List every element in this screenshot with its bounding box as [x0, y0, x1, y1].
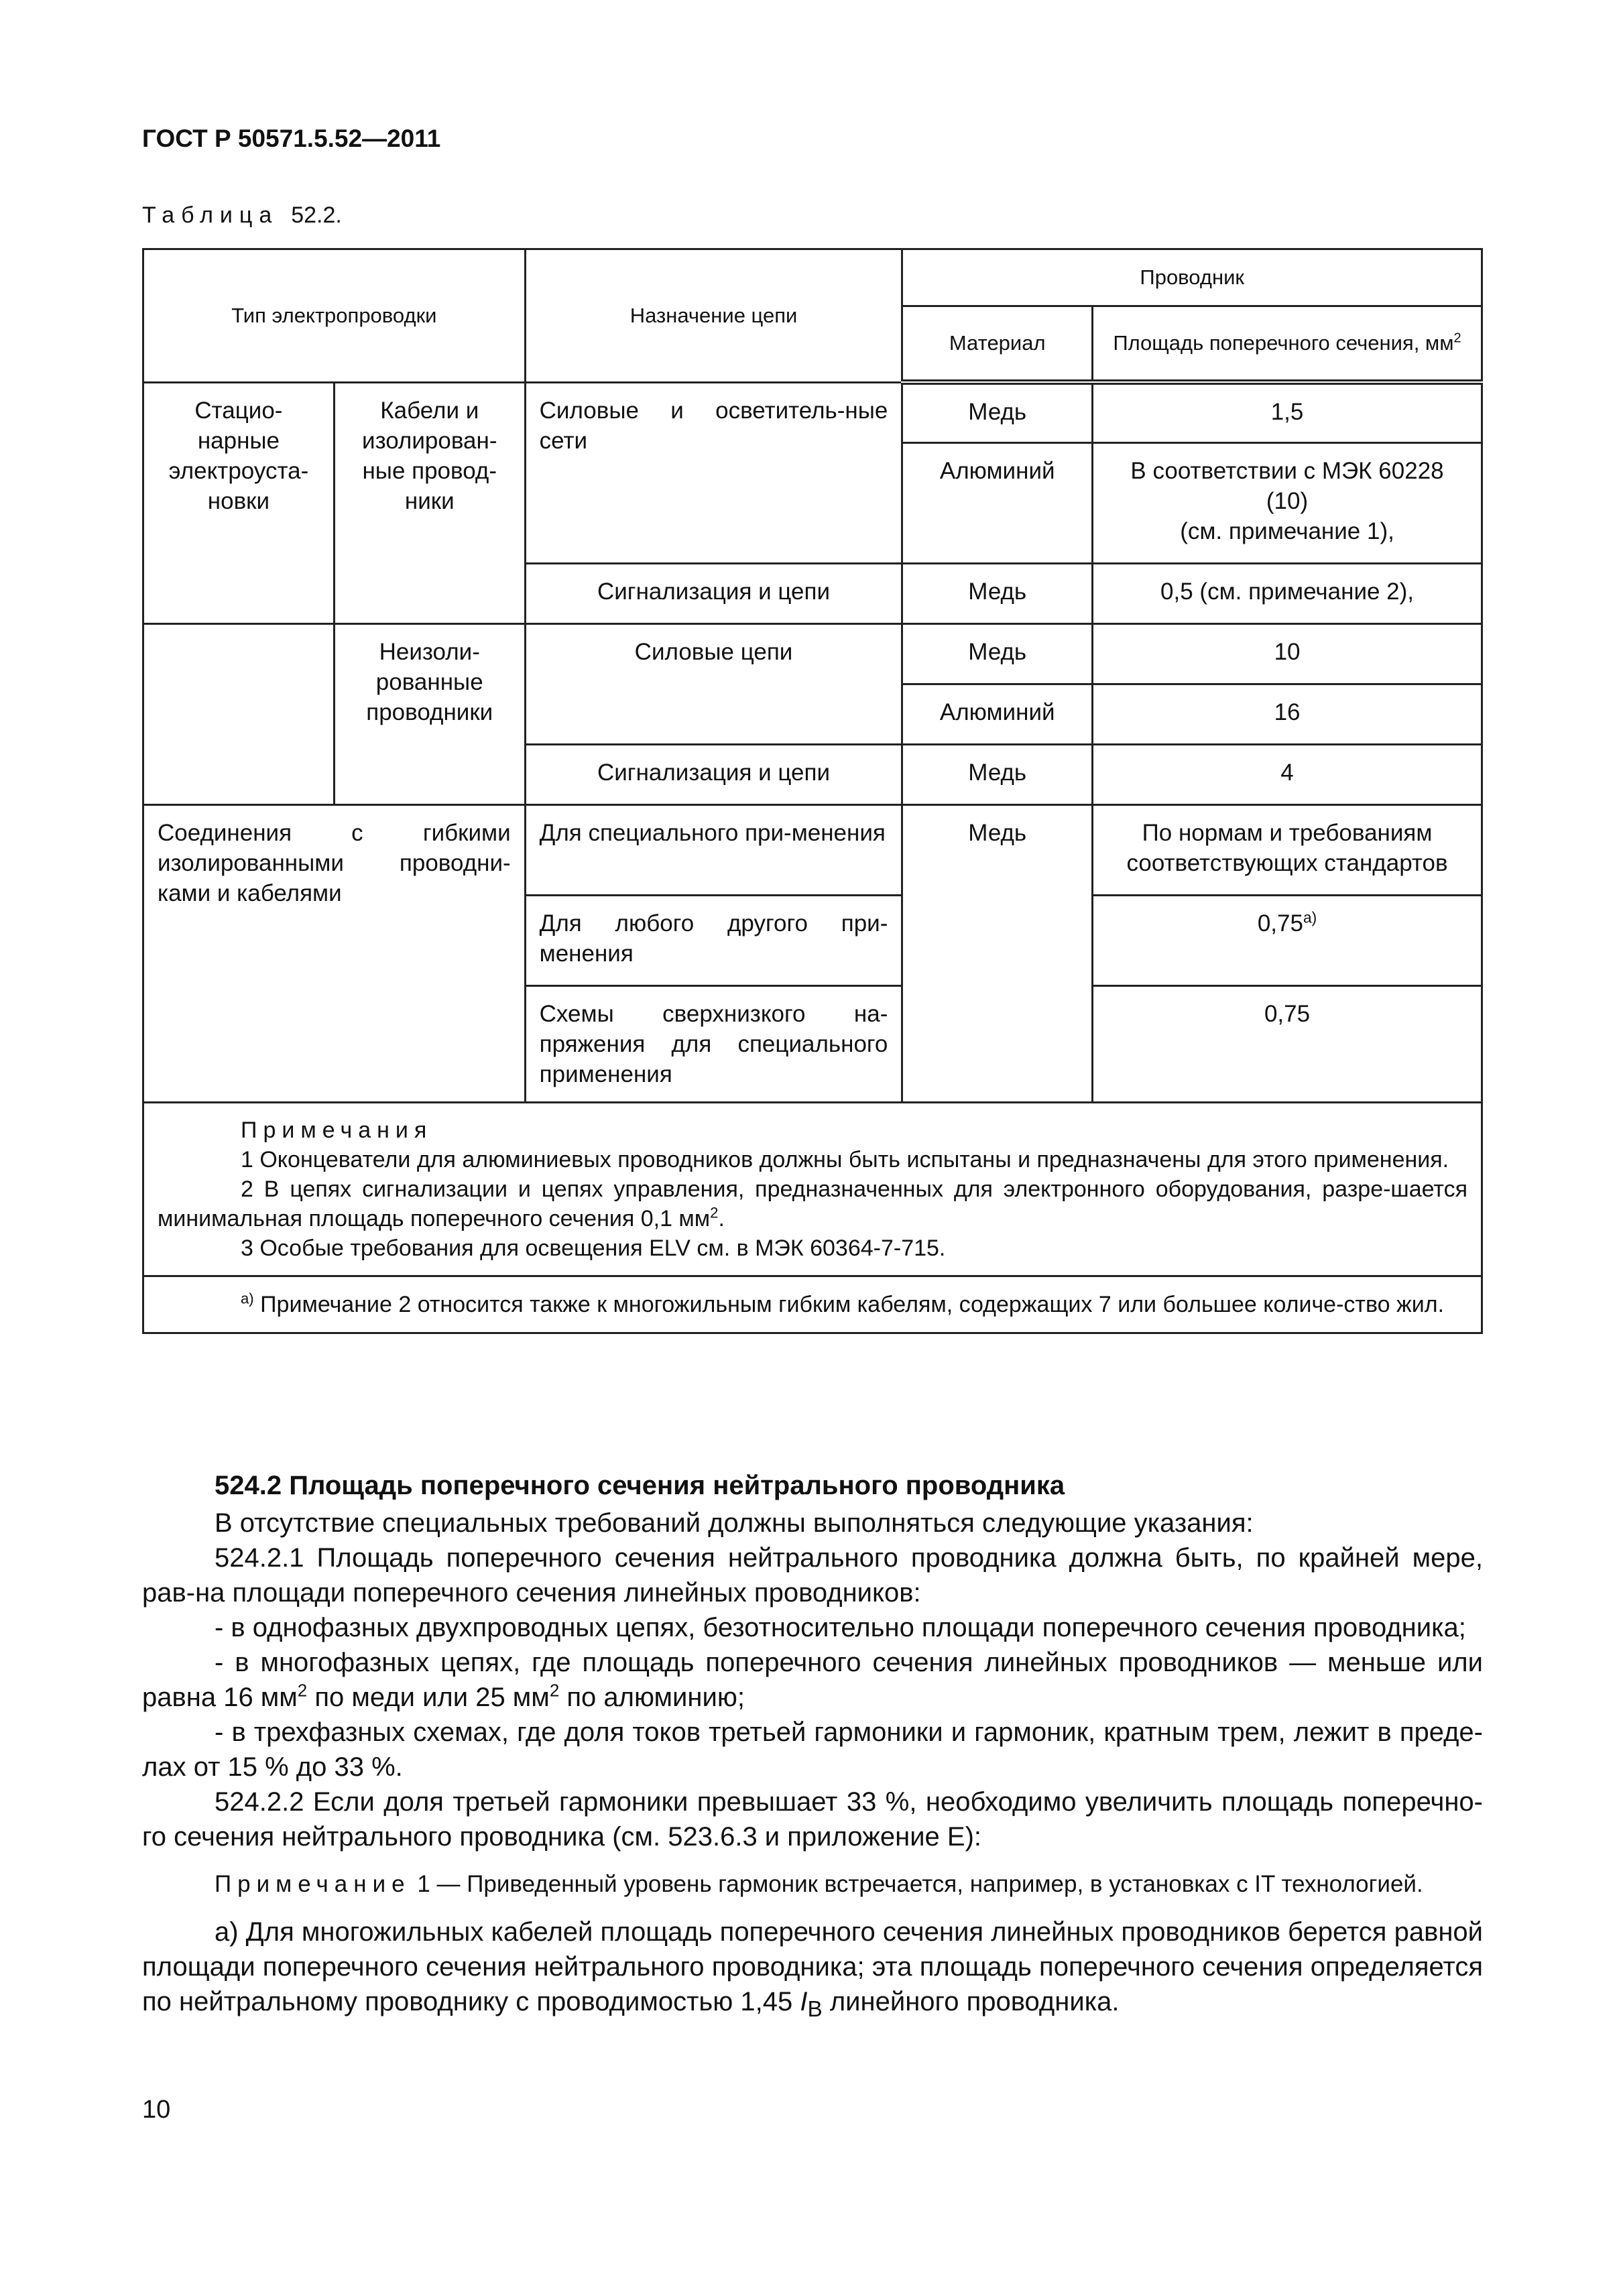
- cell-value: 0,75: [1093, 985, 1482, 1102]
- note-2: 2 В цепях сигнализации и цепях управления, предназначенных для электронного оборудования, разре-шается минимальная площадь поперечного сечения 0,1 $мм^2$.: [158, 1176, 1467, 1231]
- notes-title: Примечания: [241, 1117, 433, 1143]
- cell-value: 10: [1093, 623, 1482, 684]
- note-1: 1 Оконцеватели для алюминиевых проводников должны быть испытаны и предназначены для этого применения.: [241, 1146, 1449, 1172]
- table-notes: [143, 1102, 1482, 1276]
- paragraph: 524.2.2 Если доля третьей гармоники превышает 33 %, необходимо увеличить площадь поперечно-го сечения нейтрального проводника (см. 523.6.3 и приложение Е):: [142, 1787, 1483, 1852]
- cell-value: В соответствии с МЭК 60228 (10) (см. примечание 1),: [1093, 442, 1482, 563]
- cell-copper: Медь: [902, 563, 1093, 623]
- document-header: ГОСТ Р 50571.5.52—2011: [142, 125, 441, 152]
- section-heading: 524.2 Площадь поперечного сечения нейтрального проводника: [215, 1471, 1065, 1500]
- cell-copper: Медь: [902, 804, 1093, 1102]
- cell-signalling: Сигнализация и цепи: [525, 563, 902, 623]
- conductor-cross-section-table: [142, 248, 1483, 1334]
- cell-special-application: Для специального при-менения: [525, 804, 902, 895]
- page-number: 10: [142, 2096, 171, 2124]
- cell-signalling: Сигнализация и цепи: [525, 744, 902, 804]
- cell-value: По нормам и требованиям соответствующих стандартов: [1093, 804, 1482, 895]
- cell-power-circuits: Силовые цепи: [525, 623, 902, 744]
- table-footnote: [143, 1276, 1482, 1333]
- list-item: - в трехфазных схемах, где доля токов третьей гармоники и гармоник, кратным трем, лежит в преде-лах от 15 % до 33 %.: [142, 1717, 1483, 1782]
- header-cross-section: Площадь поперечного сечения, $мм^2$: [1093, 306, 1482, 383]
- cell-aluminium: Алюминий: [902, 684, 1093, 744]
- table-caption-number: 52.2.: [291, 202, 342, 228]
- cell-copper: Медь: [902, 744, 1093, 804]
- note-3: 3 Особые требования для освещения ELV см. в МЭК 60364-7-715.: [241, 1235, 946, 1261]
- cell-power-lighting: Силовые и осветитель-ные сети: [525, 382, 902, 563]
- table-caption-label: Таблица: [142, 202, 279, 228]
- cell-value: 16: [1093, 684, 1482, 744]
- cell-cables-insulated: Кабели и изолирован-ные провод-ники: [334, 382, 525, 623]
- cell-stationary: Стацио-нарные электроуста-новки: [143, 382, 335, 623]
- cell-stationary-cont: [143, 623, 335, 804]
- cell-value: 1,5: [1093, 382, 1482, 442]
- header-circuit-purpose: Назначение цепи: [525, 249, 902, 383]
- paragraph: 524.2.1 Площадь поперечного сечения нейтрального проводника должна быть, по крайней мере, рав-на площади поперечного сечения линейных проводников:: [142, 1543, 1483, 1608]
- paragraph: а) Для многожильных кабелей площадь поперечного сечения линейных проводников берется равной площади поперечного сечения нейтрального проводника; эта площадь поперечного сечения определяется по нейтральному проводнику с проводимостью 1,45 $I_B$ линейного проводника.: [142, 1917, 1483, 2022]
- cell-value: 0,5 (см. примечание 2),: [1093, 563, 1482, 623]
- cell-value: $0,75^{а)}$: [1093, 895, 1482, 985]
- section-note: Примечание 1 — Приведенный уровень гармоник встречается, например, в установках с IT технологией.: [215, 1871, 1423, 1897]
- table-caption: [142, 202, 342, 229]
- footnote-text: Примечание 2 относится также к многожильным гибким кабелям, содержащих 7 или большее количе-ство жил.: [253, 1291, 1445, 1317]
- cell-copper: Медь: [902, 623, 1093, 684]
- cell-copper: Медь: [902, 382, 1093, 442]
- cell-value: 4: [1093, 744, 1482, 804]
- cell-elv-special: Схемы сверхнизкого на-пряжения для специального применения: [525, 985, 902, 1102]
- header-wiring-type: Тип электропроводки: [143, 249, 526, 383]
- section-body: [142, 1468, 1483, 2027]
- cell-aluminium: Алюминий: [902, 442, 1093, 563]
- cell-flexible-connections: Соединения с гибкими изолированными проводни-ками и кабелями: [143, 804, 526, 1102]
- cell-any-other-application: Для любого другого при-менения: [525, 895, 902, 985]
- list-item: - в однофазных двухпроводных цепях, безотносительно площади поперечного сечения проводника;: [215, 1613, 1466, 1642]
- header-conductor: Проводник: [902, 249, 1482, 306]
- paragraph: В отсутствие специальных требований должны выполняться следующие указания:: [215, 1508, 1254, 1538]
- list-item: - в многофазных цепях, где площадь поперечного сечения линейных проводников — меньше или равна 16 $мм^2$ по меди или 25 $мм^2$ по алюминию;: [142, 1648, 1483, 1712]
- header-material: Материал: [902, 306, 1093, 383]
- cell-bare-conductors: Неизоли-рованные проводники: [334, 623, 525, 804]
- footnote-mark: а): [241, 1290, 254, 1307]
